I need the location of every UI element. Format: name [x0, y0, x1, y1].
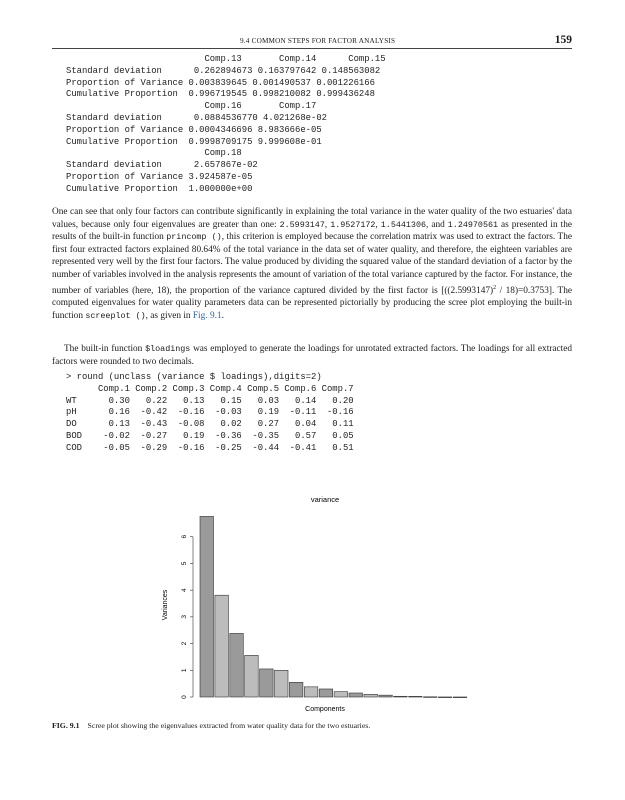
para2-text: was employed to generate the loadings for unrotated extracted factors. The loadings for all extracted factors were rounded to two decimals.: [52, 344, 572, 367]
paragraph-factors-explained: [52, 206, 572, 322]
para1-text: as presented in the results of the built-in function: [52, 219, 573, 243]
bar-Comp.7: [289, 682, 303, 697]
y-tick-label: 3: [181, 615, 188, 619]
bar-Comp.1: [200, 516, 214, 697]
bar-Comp.17: [438, 697, 452, 698]
caption-label: FIG. 9.1: [52, 721, 80, 730]
para1-sep: ,: [375, 219, 381, 230]
bar-Comp.18: [453, 697, 467, 698]
para1-text: / 18)=0.3753]. The computed eigenvalues for water quality parameters data can be represented pictorially by producing the scree plot employing the built-in function: [52, 285, 573, 321]
para1-text: , as given in: [145, 310, 193, 321]
page-number: 159: [554, 34, 572, 46]
bar-Comp.4: [245, 655, 259, 697]
para2-loadings-code: $loadings: [145, 344, 191, 354]
scree-plot: [155, 492, 485, 714]
bar-Comp.12: [364, 694, 378, 697]
para1-sep: , and: [426, 219, 448, 230]
y-tick-label: 1: [181, 668, 188, 673]
para1-eigen-2: 1.9527172: [330, 219, 376, 230]
para1-superscript: 2: [493, 284, 497, 291]
para1-eigen-4: 1.24970561: [447, 219, 499, 230]
para1-text: .: [221, 310, 224, 321]
x-axis-label: Components: [305, 706, 345, 713]
loadings-output-block: > round (unclass (variance $ loadings),digits=2) Comp.1 Comp.2 Comp.3 Comp.4 Comp.5 Comp.6 Comp.7 WT 0.30 0.22 0.13 0.15 0.03 0.14 0.20 pH 0.16 -0.42 -0.16 -0.03 0.19 -0.11 -0.16 DO 0.13 -0.43 -0.08 0.02 0.27 0.04 0.11 BOD -0.02 -0.27 0.19 -0.36 -0.35 0.57 0.05 COD -0.05 -0.29 -0.16 -0.25 -0.44 -0.41 0.51: [66, 372, 354, 453]
y-axis-label: Variances: [162, 589, 169, 621]
bar-Comp.6: [275, 670, 289, 697]
bar-Comp.3: [230, 633, 244, 697]
para1-eigen-1: 2.5993147: [279, 219, 325, 230]
para1-text: One can see that only four factors can contribute significantly in explaining the total variance in the water quality of the two estuaries' data values, because only four eigenvalues are greater than one:: [52, 207, 572, 230]
bar-Comp.5: [260, 669, 274, 697]
para1-eigen-3: 1.5441306: [380, 219, 426, 230]
running-head: 9.4 COMMON STEPS FOR FACTOR ANALYSIS: [240, 37, 396, 45]
para1-princomp-code: princomp (): [166, 232, 222, 243]
bar-Comp.16: [424, 697, 438, 698]
bar-Comp.2: [215, 595, 229, 697]
bar-Comp.14: [394, 696, 408, 697]
bar-Comp.13: [379, 695, 393, 697]
chart-title: variance: [310, 495, 340, 504]
y-tick-label: 6: [181, 534, 188, 539]
para1-screeplot-code: screeplot (): [85, 310, 146, 321]
para1-text: , this criterion is employed because the correlation matrix was used to extract the factors. The first four extracted factors explained 80.64% of the total variance in the data set of water quality, and therefore, the eighteen variables are represented very well by the first four factors. The value produced by dividing the squared value of the standard deviation of a factor by the number of variables involved in the analysis represents the amount of variation of the total variance captured by the factor. For instance, the number of variables (here, 18), the proportion of the variance captured divided by the first factor is [((2.5993147): [52, 232, 572, 296]
paragraph-loadings: [52, 343, 572, 368]
bar-Comp.9: [319, 689, 333, 697]
header-rule: [52, 48, 572, 49]
bar-Comp.15: [409, 696, 423, 697]
bar-Comp.8: [304, 687, 318, 697]
figure-caption: [52, 721, 572, 730]
para2-text: The built-in function: [64, 344, 146, 354]
summary-output-block: Comp.13 Comp.14 Comp.15 Standard deviation 0.262894673 0.163797642 0.148563082 Proportion of Variance 0.003839645 0.001490537 0.001226166 Cumulative Proportion 0.996719545 0.998210082 0.999436248 Comp.16 Comp.17 Standard deviation 0.0884536770 4.021268e-02 Proportion of Variance 0.0004346696 8.983666e-05 Cumulative Proportion 0.9998709175 9.999608e-01 Comp.18 Standard deviation 2.657867e-02 Proportion of Variance 3.924587e-05 Cumulative Proportion 1.000000e+00: [66, 54, 386, 194]
figure-link[interactable]: Fig. 9.1: [192, 310, 222, 321]
bar-Comp.11: [349, 693, 363, 697]
y-tick-label: 0: [181, 695, 188, 699]
para1-sep: ,: [324, 219, 331, 230]
caption-text: Scree plot showing the eigenvalues extracted from water quality data for the two estuaries.: [87, 721, 371, 730]
bar-Comp.10: [334, 692, 348, 697]
y-tick-label: 4: [181, 588, 188, 592]
y-tick-label: 5: [181, 561, 188, 566]
y-tick-label: 2: [181, 641, 188, 646]
